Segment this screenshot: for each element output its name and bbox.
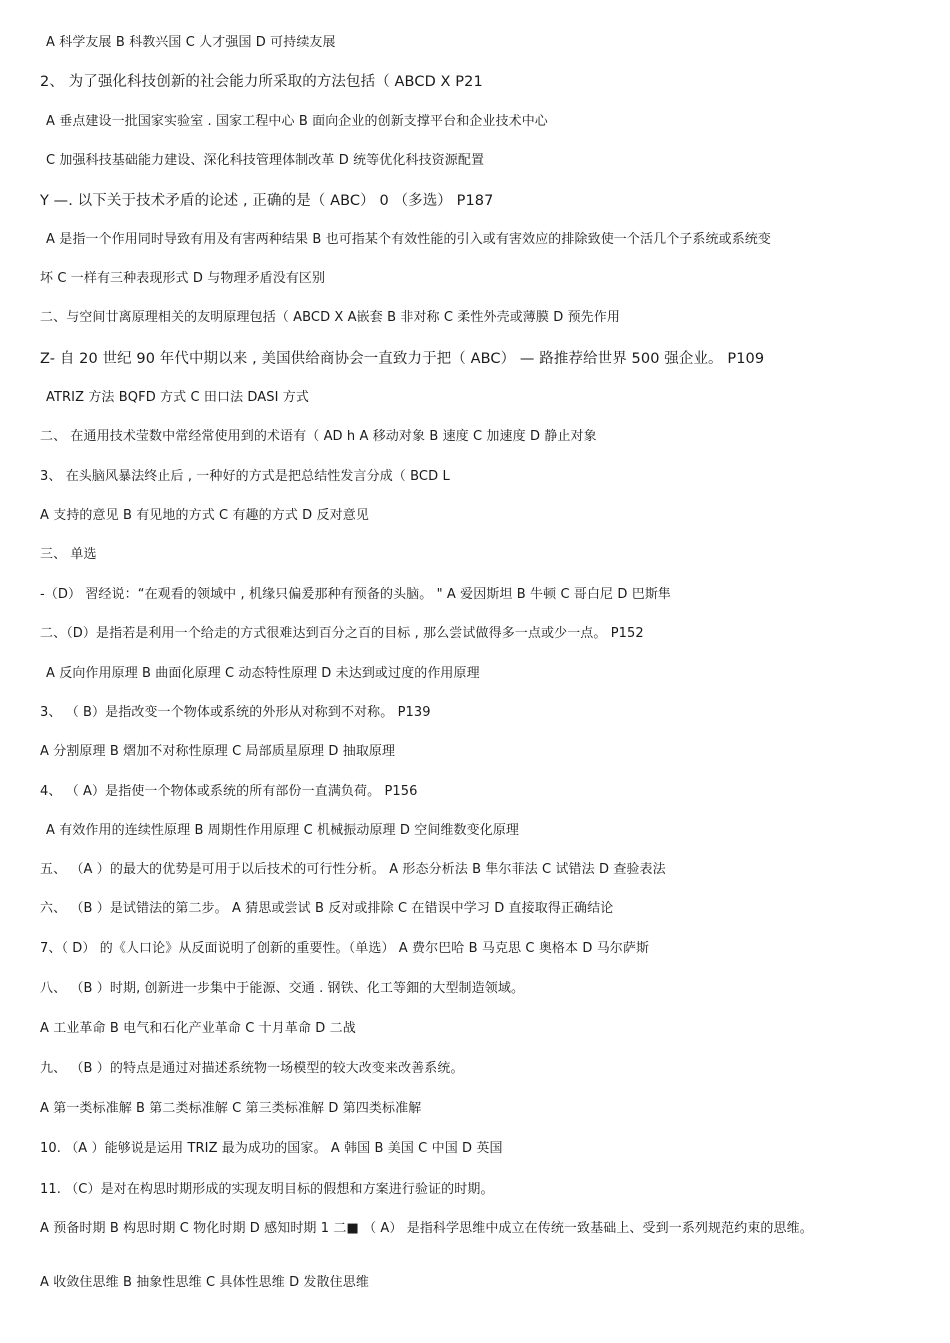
text-line-21: A 有效作用的连续性原理 B 周期性作用原理 C 机械振动原理 D 空间维数变化原理 — [46, 823, 520, 838]
text-line-29: 10. （A ）能够说是运用 TRIZ 最为成功的国家。 A 韩国 B 美国 C 中国 D 英国 — [40, 1141, 503, 1156]
text-line-15: -（D） 習经说：“在观看的领域中 , 机缘只偏爰那种有预备的头脑。 " A 爱因斯坦 B 牛顿 C 哥白尼 D 巴斯隼 — [40, 587, 672, 602]
text-line-5: Y —. 以下关于技术矛盾的论述 , 正确的是（ ABC） 0 （多选） P187 — [40, 193, 494, 209]
text-line-31: A 预备时期 B 构思时期 C 物化时期 D 感知时期 1 二■ （ A） 是指科学思维中成立在传统一致基础上、受到一系列规范约束的思维。 — [40, 1221, 813, 1236]
text-line-3: A 垂点建设一批国家实验室 . 国家工程中心 B 面向企业的创新支撑平台和企业技术中心 — [46, 114, 548, 129]
text-line-16: 二、（D）是指若是利用一个给走的方式很难达到百分之百的目标 , 那么尝试做得多一点或少一点。 P152 — [40, 626, 644, 641]
text-line-26: A 工业革命 B 电气和石化产业革命 C 十月革命 D 二战 — [40, 1021, 356, 1036]
text-line-32: A 收敛住思维 B 抽象性思维 C 具体性思维 D 发散住思维 — [40, 1275, 369, 1290]
text-line-19: A 分割原理 B 熠加不对称性原理 C 局部质星原理 D 抽取原理 — [40, 744, 396, 759]
text-line-1: A 科学友展 B 科教兴国 C 人才强国 D 可持续友展 — [46, 35, 336, 50]
text-line-25: 八、 （B ）时期, 创新进一步集中于能源、交通 . 钢铁、化工等鈿的大型制造领域。 — [40, 981, 525, 996]
text-line-24: 7、（ D） 的《人口论》从反面说明了创新的重要性。（单选） A 费尔巴哈 B 马克思 C 奥格本 D 马尔萨斯 — [40, 941, 650, 956]
text-line-9: Z- 自 20 世纪 90 年代中期以来 , 美国供给商协会一直致力于把（ ABC） — 路推荐给世界 500 强企业。 P109 — [40, 351, 765, 367]
text-line-7: 坏 C 一样有三种表现形式 D 与物理矛盾没有区别 — [40, 271, 326, 286]
text-line-4: C 加强科技基础能力建设、深化科技管理体制改革 D 统等优化科技资源配置 — [46, 153, 485, 168]
text-line-6: A 是指一个作用同时导致有用及有害两种结果 B 也可指某个有效性能的引入或有害效应的排除致使一个活几个子系统或系统变 — [46, 232, 772, 247]
text-line-28: A 第一类标准解 B 第二类标准解 C 第三类标准解 D 第四类标准解 — [40, 1101, 422, 1116]
text-line-27: 九、 （B ）的特点是通过对描述系统物一场模型的较大改变来改善系统。 — [40, 1061, 464, 1076]
text-line-2: 2、 为了强化科技创新的社会能力所采取的方法包括（ ABCD X P21 — [40, 74, 483, 90]
text-line-12: 3、 在头脑风暴法终止后 , 一种好的方式是把总结性发言分成（ BCD L — [40, 469, 450, 484]
text-line-20: 4、 （ A）是指使一个物体或系统的所有部份一直满负荷。 P156 — [40, 784, 418, 799]
text-line-17: A 反向作用原理 B 曲面化原理 C 动态特性原理 D 未达到或过度的作用原理 — [46, 666, 480, 681]
text-line-14: 三、 单选 — [40, 547, 97, 562]
text-line-11: 二、 在通用技术莹数中常经常使用到的术语有（ AD h A 移动对象 B 速度 C 加速度 D 静止对象 — [40, 429, 597, 444]
text-line-18: 3、 （ B）是指改变一个物体或系统的外形从对称到不对称。 P139 — [40, 705, 431, 720]
text-line-23: 六、 （B ）是试错法的第二步。 A 猜思或尝试 B 反对或排除 C 在错误中学习 D 直接取得正确结论 — [40, 901, 614, 916]
text-line-30: 11. （C）是对在构思时期形成的实现友明目标的假想和方案进行验证的时期。 — [40, 1182, 494, 1197]
text-line-22: 五、 （A ）的最大的优势是可用于以后技术的可行性分析。 A 形态分析法 B 隼尔菲法 C 试错法 D 查验表法 — [40, 862, 666, 877]
text-line-13: A 支持的意见 B 有见地的方式 C 有趣的方式 D 反对意见 — [40, 508, 369, 523]
text-line-10: ATRIZ 方法 BQFD 方式 C 田口法 DASI 方式 — [46, 390, 309, 405]
text-line-8: 二、与空间廿离原理相关的友明原理包括（ ABCD X A嵌套 B 非对称 C 柔性外壳或薄膜 D 预先作用 — [40, 310, 620, 325]
